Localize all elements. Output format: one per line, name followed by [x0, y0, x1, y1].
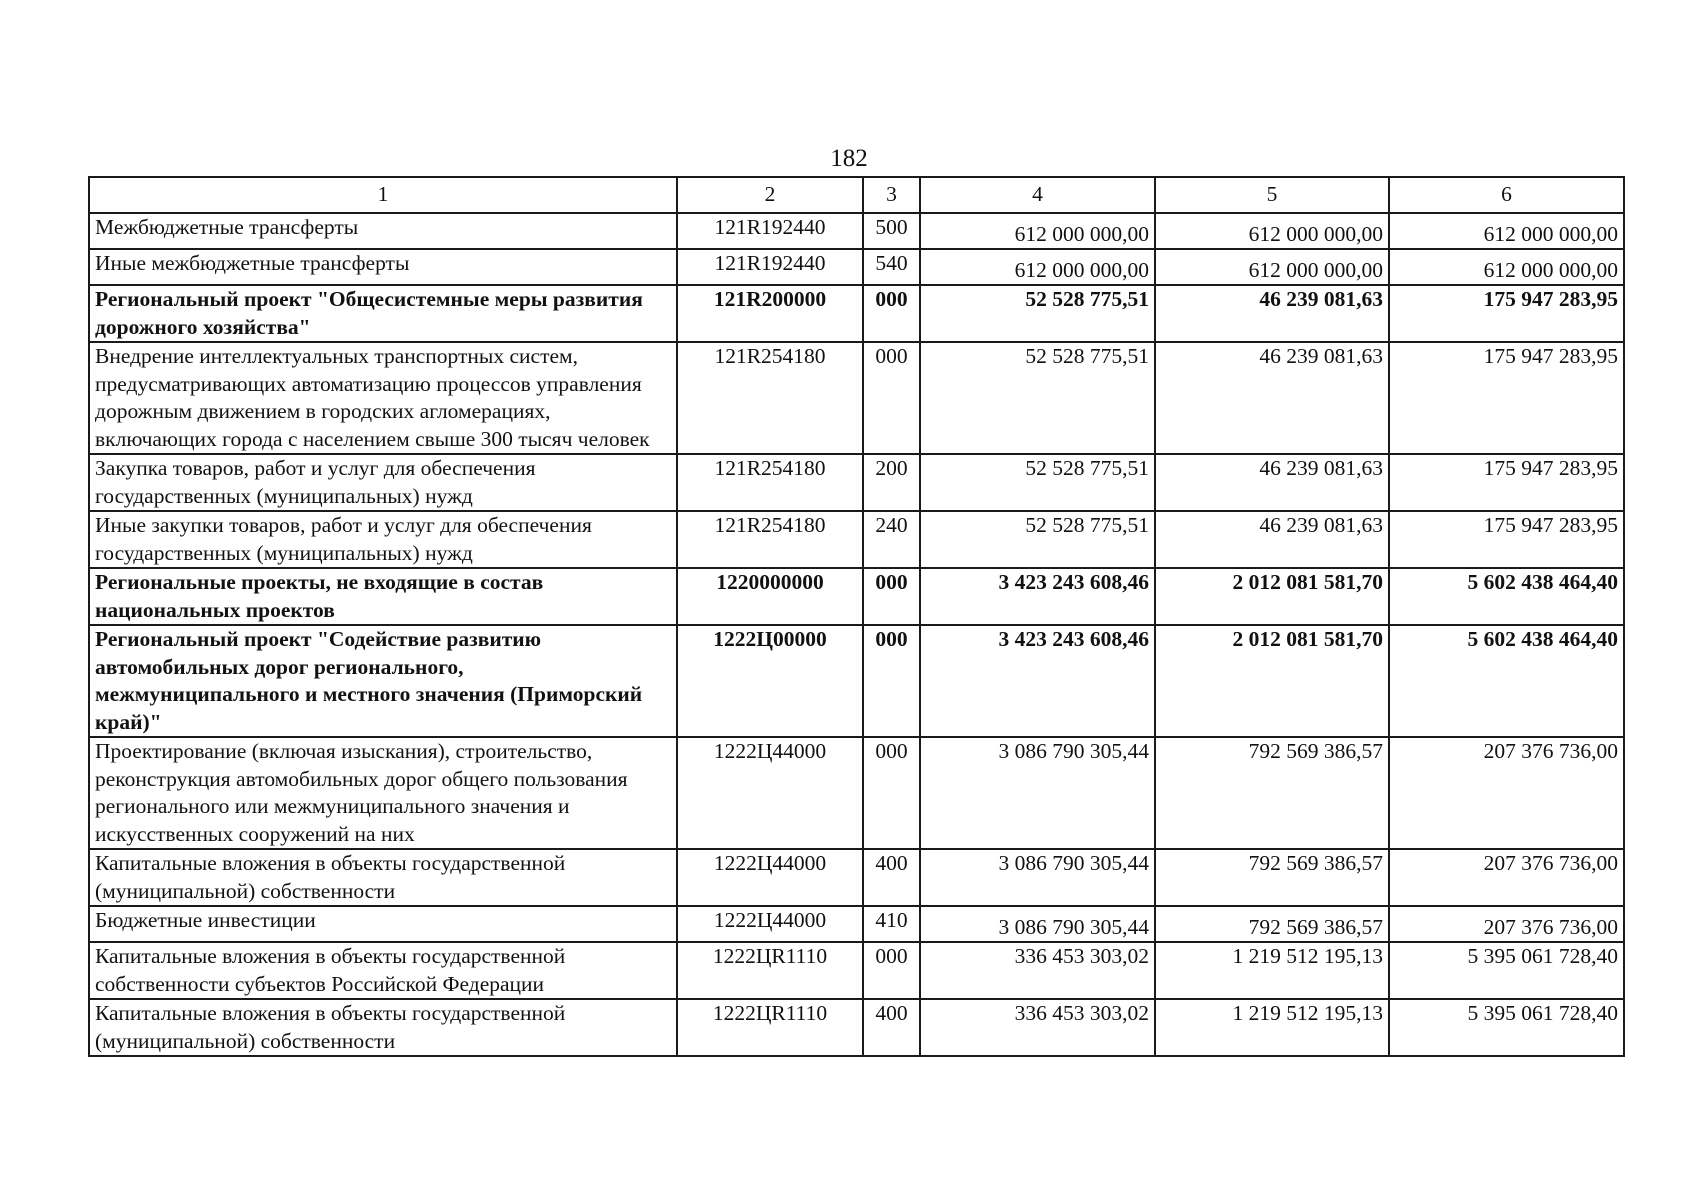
row-value-4: 336 453 303,02: [920, 942, 1155, 999]
row-code: 1222Ц44000: [677, 737, 863, 849]
row-name: Региональный проект "Содействие развитию автомобильных дорог регионального, межмуниципального и местного значения (Приморский край)": [89, 625, 677, 737]
row-name: Межбюджетные трансферты: [89, 213, 677, 249]
row-expense-type: 200: [863, 454, 920, 511]
row-expense-type: 000: [863, 942, 920, 999]
row-value-4: 52 528 775,51: [920, 342, 1155, 454]
row-code: 1222ЦR1110: [677, 942, 863, 999]
row-value-4: 612 000 000,00: [920, 213, 1155, 249]
row-name: Капитальные вложения в объекты государственной (муниципальной) собственности: [89, 999, 677, 1056]
row-expense-type: 000: [863, 285, 920, 342]
row-name: Внедрение интеллектуальных транспортных систем, предусматривающих автоматизацию процессов управления дорожным движением в городских агломерациях, включающих города с населением свыше 300 тысяч человек: [89, 342, 677, 454]
table-row: [89, 342, 1624, 454]
row-value-5: 792 569 386,57: [1155, 849, 1389, 906]
column-header-1: 1: [89, 177, 677, 213]
row-value-6: 175 947 283,95: [1389, 454, 1624, 511]
row-code: 121R192440: [677, 213, 863, 249]
column-header-2: 2: [677, 177, 863, 213]
row-value-5: 612 000 000,00: [1155, 213, 1389, 249]
row-code: 1222ЦR1110: [677, 999, 863, 1056]
row-value-5: 46 239 081,63: [1155, 285, 1389, 342]
column-header-4: 4: [920, 177, 1155, 213]
table-row: [89, 249, 1624, 285]
table-row: [89, 213, 1624, 249]
row-code: 1222Ц44000: [677, 906, 863, 942]
row-expense-type: 400: [863, 999, 920, 1056]
row-value-5: 2 012 081 581,70: [1155, 568, 1389, 625]
page-number: 182: [830, 145, 868, 172]
row-value-6: 207 376 736,00: [1389, 849, 1624, 906]
row-value-5: 46 239 081,63: [1155, 342, 1389, 454]
row-value-6: 5 395 061 728,40: [1389, 942, 1624, 999]
row-expense-type: 540: [863, 249, 920, 285]
table-body: [89, 213, 1624, 1056]
row-expense-type: 410: [863, 906, 920, 942]
row-name: Капитальные вложения в объекты государственной (муниципальной) собственности: [89, 849, 677, 906]
row-code: 1222Ц44000: [677, 849, 863, 906]
row-code: 1222Ц00000: [677, 625, 863, 737]
row-value-5: 792 569 386,57: [1155, 737, 1389, 849]
table-row: [89, 511, 1624, 568]
budget-table: [88, 176, 1625, 1057]
row-value-6: 5 602 438 464,40: [1389, 625, 1624, 737]
table-row: [89, 285, 1624, 342]
row-expense-type: 000: [863, 737, 920, 849]
row-expense-type: 500: [863, 213, 920, 249]
column-header-5: 5: [1155, 177, 1389, 213]
table-row: [89, 999, 1624, 1056]
row-value-5: 1 219 512 195,13: [1155, 999, 1389, 1056]
row-value-4: 336 453 303,02: [920, 999, 1155, 1056]
row-code: 121R192440: [677, 249, 863, 285]
column-header-6: 6: [1389, 177, 1624, 213]
row-name: Региональные проекты, не входящие в состав национальных проектов: [89, 568, 677, 625]
row-value-4: 3 423 243 608,46: [920, 625, 1155, 737]
row-value-4: 3 086 790 305,44: [920, 906, 1155, 942]
row-value-5: 1 219 512 195,13: [1155, 942, 1389, 999]
row-expense-type: 000: [863, 625, 920, 737]
row-value-6: 207 376 736,00: [1389, 737, 1624, 849]
row-name: Проектирование (включая изыскания), строительство, реконструкция автомобильных дорог общего пользования регионального или межмуниципального значения и искусственных сооружений на них: [89, 737, 677, 849]
row-name: Региональный проект "Общесистемные меры развития дорожного хозяйства": [89, 285, 677, 342]
row-value-4: 52 528 775,51: [920, 511, 1155, 568]
row-value-6: 612 000 000,00: [1389, 249, 1624, 285]
row-value-5: 792 569 386,57: [1155, 906, 1389, 942]
row-name: Бюджетные инвестиции: [89, 906, 677, 942]
row-name: Закупка товаров, работ и услуг для обеспечения государственных (муниципальных) нужд: [89, 454, 677, 511]
row-value-5: 612 000 000,00: [1155, 249, 1389, 285]
row-expense-type: 000: [863, 568, 920, 625]
row-name: Иные межбюджетные трансферты: [89, 249, 677, 285]
row-value-6: 175 947 283,95: [1389, 285, 1624, 342]
table-row: [89, 568, 1624, 625]
row-code: 121R254180: [677, 511, 863, 568]
row-code: 1220000000: [677, 568, 863, 625]
row-value-4: 3 423 243 608,46: [920, 568, 1155, 625]
row-name: Капитальные вложения в объекты государственной собственности субъектов Российской Федерации: [89, 942, 677, 999]
row-value-4: 3 086 790 305,44: [920, 737, 1155, 849]
row-value-4: 52 528 775,51: [920, 285, 1155, 342]
row-value-5: 2 012 081 581,70: [1155, 625, 1389, 737]
row-expense-type: 240: [863, 511, 920, 568]
row-code: 121R254180: [677, 454, 863, 511]
table-header: [89, 177, 1624, 213]
row-value-6: 5 395 061 728,40: [1389, 999, 1624, 1056]
row-value-4: 3 086 790 305,44: [920, 849, 1155, 906]
table-row: [89, 737, 1624, 849]
row-name: Иные закупки товаров, работ и услуг для обеспечения государственных (муниципальных) нужд: [89, 511, 677, 568]
row-value-4: 612 000 000,00: [920, 249, 1155, 285]
row-value-4: 52 528 775,51: [920, 454, 1155, 511]
table-row: [89, 625, 1624, 737]
row-value-5: 46 239 081,63: [1155, 454, 1389, 511]
row-value-6: 5 602 438 464,40: [1389, 568, 1624, 625]
table-row: [89, 942, 1624, 999]
row-value-6: 175 947 283,95: [1389, 511, 1624, 568]
row-value-6: 612 000 000,00: [1389, 213, 1624, 249]
row-value-5: 46 239 081,63: [1155, 511, 1389, 568]
row-expense-type: 400: [863, 849, 920, 906]
row-code: 121R254180: [677, 342, 863, 454]
row-value-6: 207 376 736,00: [1389, 906, 1624, 942]
table-row: [89, 906, 1624, 942]
row-code: 121R200000: [677, 285, 863, 342]
row-value-6: 175 947 283,95: [1389, 342, 1624, 454]
column-header-3: 3: [863, 177, 920, 213]
table-row: [89, 454, 1624, 511]
row-expense-type: 000: [863, 342, 920, 454]
header-row: [89, 177, 1624, 213]
table-row: [89, 849, 1624, 906]
